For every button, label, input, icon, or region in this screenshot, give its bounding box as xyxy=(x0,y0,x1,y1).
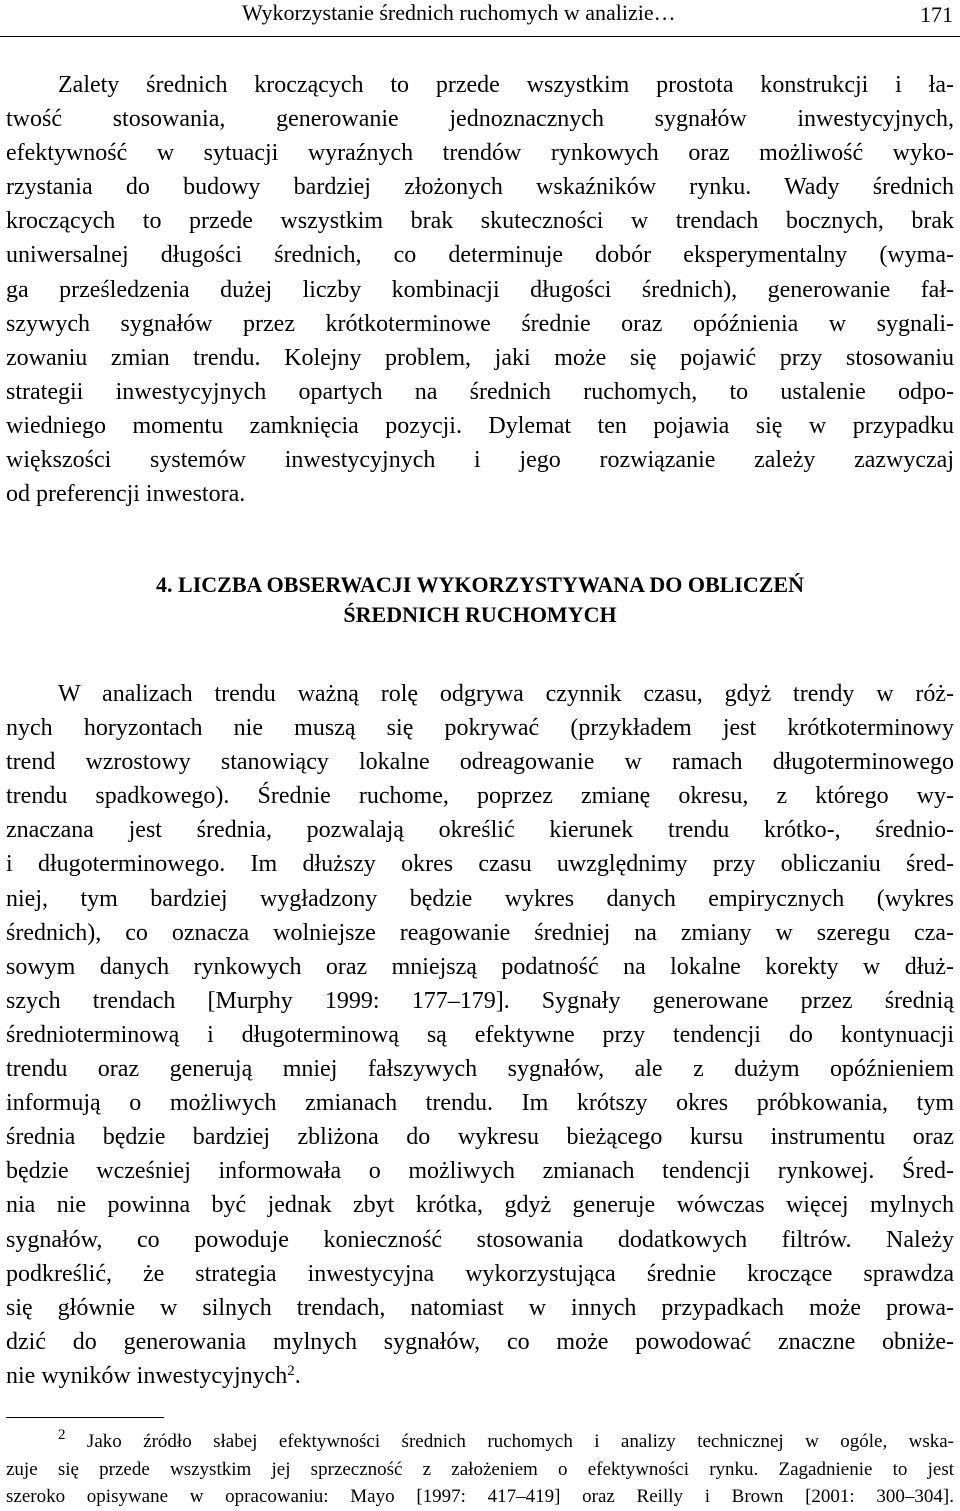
text-line: niej, tym bardziej wygładzony będzie wykres danych empirycznych (wykres xyxy=(6,885,954,912)
text-line: znaczana jest średnia, pozwalają określić kierunek trendu krótko-, średnio- xyxy=(6,817,954,844)
page-number: 171 xyxy=(920,2,953,27)
text-line: będzie wcześniej informowała o możliwych zmianach tendencji rynkowej. Śred- xyxy=(6,1158,954,1185)
text-line: szywych sygnałów przez krótkoterminowe średnie oraz opóźnienia w sygnali- xyxy=(6,310,954,337)
text-line: i długoterminowego. Im dłuższy okres czasu uwzględnimy przy obliczaniu śred- xyxy=(6,851,954,878)
text-line-last xyxy=(6,1359,954,1393)
text-line: trend wzrostowy stanowiący lokalne odreagowanie w ramach długoterminowego xyxy=(6,749,954,776)
text-line: sowym danych rynkowych oraz mniejszą podatność na lokalne korekty w dłuż- xyxy=(6,953,954,980)
footnote-separator xyxy=(6,1417,164,1418)
paragraph-advantages xyxy=(6,68,954,511)
text-line: informują o możliwych zmianach trendu. Im krótszy okres próbkowania, tym xyxy=(6,1090,954,1117)
text-line: średnich), co oznacza wolniejsze reagowanie średniej na zmiany w szeregu cza- xyxy=(6,919,954,946)
text-line: kroczących to przede wszystkim brak skuteczności w trendach bocznych, brak xyxy=(6,208,954,235)
text-line: średnia będzie bardziej zbliżona do wykresu bieżącego kursu instrumentu oraz xyxy=(6,1124,954,1151)
text-line: rzystania do budowy bardziej złożonych wskaźników rynku. Wady średnich xyxy=(6,174,954,201)
text-line: sygnałów, co powoduje konieczność stosowania dodatkowych filtrów. Należy xyxy=(6,1226,954,1253)
text-line: od preferencji inwestora. xyxy=(6,481,246,508)
running-title: Wykorzystanie średnich ruchomych w analizie… xyxy=(242,0,676,25)
text-line: ga prześledzenia dużej liczby kombinacji długości średnich), generowanie fał- xyxy=(6,276,954,303)
footnote-reference[interactable]: 2 xyxy=(287,1362,295,1379)
footnote-text: Jako źródło słabej efektywności średnich ruchomych i analizy technicznej w ogóle, wska- xyxy=(86,1431,954,1452)
text-line-end: nie wyników inwestycyjnych xyxy=(6,1362,288,1389)
text-line: szych trendach [Murphy 1999: 177–179]. Sygnały generowane przez średnią xyxy=(6,987,954,1014)
running-header xyxy=(0,0,960,37)
text-line: wiedniego momentu zamknięcia pozycji. Dylemat ten pojawia się w przypadku xyxy=(6,412,954,439)
text-line: uniwersalnej długości średnich, co determinuje dobór eksperymentalny (wyma- xyxy=(6,242,954,269)
text-line: się głównie w silnych trendach, natomiast w innych przypadkach może prowa- xyxy=(6,1294,954,1321)
sentence-period: . xyxy=(294,1362,301,1389)
text-line: twość stosowania, generowanie jednoznacznych sygnałów inwestycyjnych, xyxy=(6,106,954,133)
section-heading xyxy=(0,570,960,630)
text-line: nych horyzontach nie muszą się pokrywać (przykładem jest krótkoterminowy xyxy=(6,715,954,742)
text-line: Zalety średnich kroczących to przede wszystkim prostota konstrukcji i ła- xyxy=(58,72,954,98)
text-line: nia nie powinna być jednak zbyt krótka, gdyż generuje wówczas więcej mylnych xyxy=(6,1192,954,1219)
footnote-line: zuje się przede wszystkim jej sprzeczność z założeniem o efektywności rynku. Zagadnienie to jest xyxy=(6,1458,954,1480)
text-line: podkreślić, że strategia inwestycyjna wykorzystująca średnie kroczące sprawdza xyxy=(6,1260,954,1287)
text-line: średnioterminową i długoterminową są efektywne przy tendencji do kontynuacji xyxy=(6,1021,954,1048)
footnote-line: szeroko opisywane w opracowaniu: Mayo [1997: 417–419] oraz Reilly i Brown [2001: 300–304]. xyxy=(6,1486,954,1507)
section-heading-line-2: ŚREDNICH RUCHOMYCH xyxy=(343,602,617,627)
footnote-line xyxy=(6,1428,954,1456)
text-line: W analizach trendu ważną rolę odgrywa czynnik czasu, gdyż trendy w róż- xyxy=(58,681,954,707)
text-line: większości systemów inwestycyjnych i jego rozwiązanie zależy zazwyczaj xyxy=(6,447,954,474)
text-line: dzić do generowania mylnych sygnałów, co może powodować znaczne obniże- xyxy=(6,1328,954,1355)
paragraph-observation-count xyxy=(6,677,954,1393)
section-heading-line-1: 4. LICZBA OBSERWACJI WYKORZYSTYWANA DO OBLICZEŃ xyxy=(156,572,804,597)
footnote xyxy=(6,1428,954,1511)
text-line: efektywność w sytuacji wyraźnych trendów rynkowych oraz możliwość wyko- xyxy=(6,140,954,167)
text-line: strategii inwestycyjnych opartych na średnich ruchomych, to ustalenie odpo- xyxy=(6,378,954,405)
text-line: zowaniu zmian trendu. Kolejny problem, jaki może się pojawić przy stosowaniu xyxy=(6,344,954,371)
footnote-marker: 2 xyxy=(58,1427,66,1443)
text-line: trendu spadkowego). Średnie ruchome, poprzez zmianę okresu, z którego wy- xyxy=(6,783,954,810)
text-line: trendu oraz generują mniej fałszywych sygnałów, ale z dużym opóźnieniem xyxy=(6,1056,954,1083)
